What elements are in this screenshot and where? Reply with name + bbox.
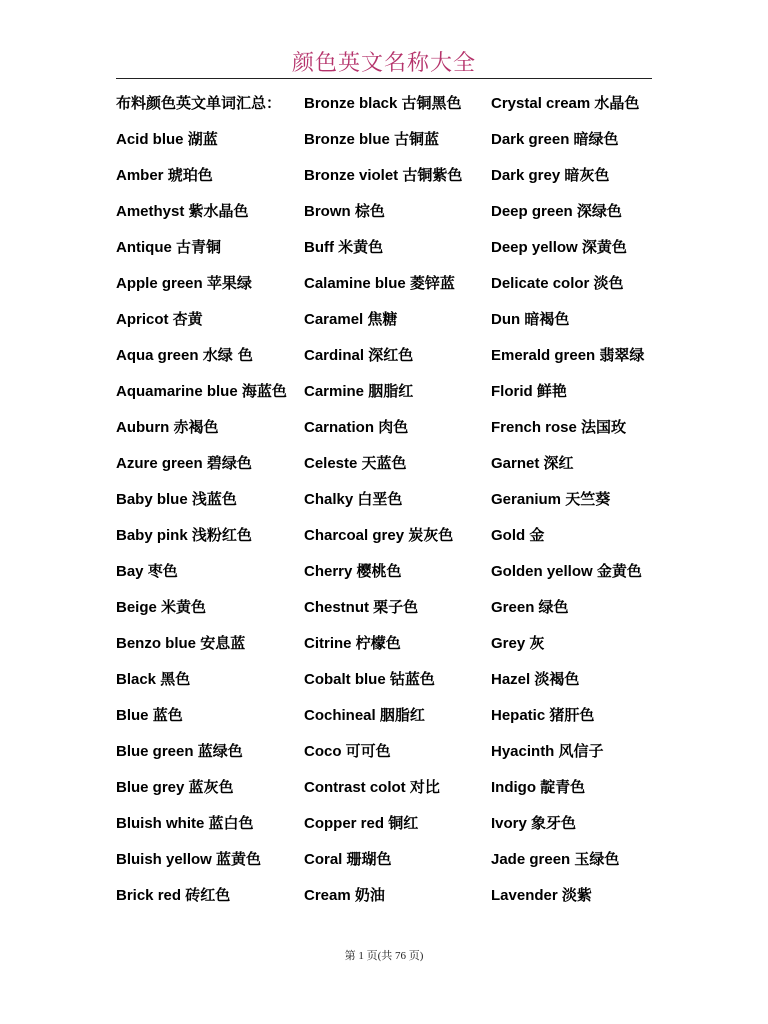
color-entry bbox=[491, 808, 671, 844]
color-english-name: Carmine bbox=[304, 383, 365, 400]
color-english-name: Aqua green bbox=[116, 347, 199, 364]
color-entry bbox=[491, 88, 671, 124]
color-entry bbox=[304, 304, 484, 340]
color-chinese-name: 古铜紫色 bbox=[402, 166, 463, 184]
color-chinese-name: 枣色 bbox=[147, 562, 178, 580]
color-entry bbox=[116, 808, 296, 844]
color-entry bbox=[304, 412, 484, 448]
color-entry bbox=[491, 664, 671, 700]
color-english-name: Dark grey bbox=[491, 167, 561, 184]
color-entry bbox=[304, 808, 484, 844]
color-entry bbox=[491, 160, 671, 196]
color-entry bbox=[491, 880, 671, 916]
color-english-name: Gold bbox=[491, 527, 526, 544]
color-chinese-name: 天竺葵 bbox=[565, 490, 611, 508]
color-english-name: Antique bbox=[116, 239, 172, 256]
color-english-name: Crystal cream bbox=[491, 95, 591, 112]
color-entry bbox=[491, 340, 671, 376]
color-english-name: Garnet bbox=[491, 455, 540, 472]
color-english-name: Acid blue bbox=[116, 131, 184, 148]
color-chinese-name: 樱桃色 bbox=[356, 562, 402, 580]
color-entry bbox=[116, 664, 296, 700]
color-english-name: Chalky bbox=[304, 491, 354, 508]
color-chinese-name: 苹果绿 bbox=[206, 274, 252, 292]
color-english-name: Blue green bbox=[116, 743, 194, 760]
color-column-2 bbox=[304, 88, 484, 916]
color-entry bbox=[304, 340, 484, 376]
color-chinese-name: 安息蓝 bbox=[200, 634, 246, 652]
color-entry bbox=[116, 484, 296, 520]
color-entry bbox=[491, 376, 671, 412]
color-english-name: Cherry bbox=[304, 563, 353, 580]
color-chinese-name: 湖蓝 bbox=[187, 130, 218, 148]
color-entry bbox=[116, 520, 296, 556]
color-english-name: Charcoal grey bbox=[304, 527, 405, 544]
color-chinese-name: 柠檬色 bbox=[355, 634, 401, 652]
color-entry bbox=[304, 880, 484, 916]
color-chinese-name: 黑色 bbox=[160, 670, 191, 688]
color-english-name: Lavender bbox=[491, 887, 558, 904]
color-english-name: Ivory bbox=[491, 815, 527, 832]
color-entry bbox=[491, 700, 671, 736]
color-entry bbox=[491, 628, 671, 664]
color-chinese-name: 金黄色 bbox=[596, 562, 642, 580]
color-english-name: Amethyst bbox=[116, 203, 185, 220]
color-entry bbox=[491, 268, 671, 304]
color-chinese-name: 棕色 bbox=[354, 202, 385, 220]
color-chinese-name: 绿色 bbox=[538, 598, 569, 616]
color-entry bbox=[491, 844, 671, 880]
color-entry bbox=[304, 592, 484, 628]
color-entry bbox=[304, 232, 484, 268]
color-english-name: Caramel bbox=[304, 311, 364, 328]
color-english-name: Cobalt blue bbox=[304, 671, 386, 688]
color-chinese-name: 铜红 bbox=[388, 814, 419, 832]
color-english-name: Delicate color bbox=[491, 275, 590, 292]
color-entry bbox=[116, 556, 296, 592]
color-entry bbox=[491, 304, 671, 340]
color-entry bbox=[304, 196, 484, 232]
color-chinese-name: 暗绿色 bbox=[573, 130, 619, 148]
color-english-name: Amber bbox=[116, 167, 164, 184]
color-entry bbox=[304, 160, 484, 196]
color-column-3 bbox=[491, 88, 671, 916]
color-english-name: Golden yellow bbox=[491, 563, 593, 580]
color-english-name: Baby blue bbox=[116, 491, 188, 508]
color-english-name: Green bbox=[491, 599, 535, 616]
color-english-name: Deep yellow bbox=[491, 239, 578, 256]
color-entry bbox=[116, 700, 296, 736]
color-entry bbox=[304, 124, 484, 160]
color-entry bbox=[116, 880, 296, 916]
color-chinese-name: 蓝灰色 bbox=[188, 778, 234, 796]
color-english-name: Auburn bbox=[116, 419, 170, 436]
color-entry bbox=[116, 88, 296, 124]
color-entry bbox=[491, 484, 671, 520]
color-english-name: Citrine bbox=[304, 635, 352, 652]
color-chinese-name: 米黄色 bbox=[161, 598, 207, 616]
color-english-name: Contrast colot bbox=[304, 779, 406, 796]
color-english-name: Cream bbox=[304, 887, 351, 904]
color-entry bbox=[491, 412, 671, 448]
color-entry bbox=[116, 268, 296, 304]
color-chinese-name: 暗褐色 bbox=[524, 310, 570, 328]
color-entry bbox=[116, 160, 296, 196]
color-entry bbox=[491, 124, 671, 160]
color-chinese-name: 风信子 bbox=[558, 742, 604, 760]
color-entry bbox=[116, 448, 296, 484]
color-english-name: Hazel bbox=[491, 671, 531, 688]
color-english-name: Aquamarine blue bbox=[116, 383, 238, 400]
color-chinese-name: 钴蓝色 bbox=[389, 670, 435, 688]
color-english-name: Bronze blue bbox=[304, 131, 390, 148]
color-chinese-name: 深红 bbox=[543, 454, 574, 472]
color-english-name: Grey bbox=[491, 635, 526, 652]
color-chinese-name: 蓝绿色 bbox=[197, 742, 243, 760]
color-english-name: Florid bbox=[491, 383, 533, 400]
color-entry bbox=[304, 520, 484, 556]
color-english-name: Blue bbox=[116, 707, 149, 724]
color-chinese-name: 胭脂红 bbox=[368, 382, 414, 400]
color-chinese-name: 靛青色 bbox=[540, 778, 586, 796]
color-chinese-name: 浅蓝色 bbox=[191, 490, 237, 508]
color-chinese-name: 焦糖 bbox=[367, 310, 398, 328]
color-entry bbox=[491, 196, 671, 232]
color-entry bbox=[116, 124, 296, 160]
color-chinese-name: 布料颜色英文单词汇总： bbox=[116, 94, 282, 112]
color-chinese-name: 象牙色 bbox=[531, 814, 577, 832]
color-chinese-name: 栗子色 bbox=[373, 598, 419, 616]
color-english-name: Cochineal bbox=[304, 707, 376, 724]
color-chinese-name: 金 bbox=[529, 526, 545, 544]
color-english-name: Brick red bbox=[116, 887, 182, 904]
color-entry bbox=[304, 628, 484, 664]
color-entry bbox=[116, 736, 296, 772]
color-chinese-name: 浅粉红色 bbox=[191, 526, 252, 544]
color-entry bbox=[491, 448, 671, 484]
color-chinese-name: 米黄色 bbox=[338, 238, 384, 256]
color-english-name: French rose bbox=[491, 419, 577, 436]
color-entry bbox=[491, 592, 671, 628]
color-chinese-name: 古铜黑色 bbox=[401, 94, 462, 112]
color-entry bbox=[304, 736, 484, 772]
color-entry bbox=[304, 556, 484, 592]
color-entry bbox=[491, 736, 671, 772]
color-entry bbox=[491, 232, 671, 268]
color-chinese-name: 赤褐色 bbox=[173, 418, 219, 436]
color-entry bbox=[116, 304, 296, 340]
color-chinese-name: 淡紫 bbox=[561, 886, 592, 904]
color-entry bbox=[304, 772, 484, 808]
color-entry bbox=[116, 412, 296, 448]
color-chinese-name: 深红色 bbox=[368, 346, 414, 364]
color-english-name: Coco bbox=[304, 743, 342, 760]
title-divider bbox=[116, 78, 652, 79]
color-chinese-name: 水绿 色 bbox=[202, 346, 253, 364]
color-chinese-name: 淡褐色 bbox=[534, 670, 580, 688]
color-chinese-name: 古铜蓝 bbox=[394, 130, 440, 148]
color-chinese-name: 可可色 bbox=[345, 742, 391, 760]
page-footer: 第 1 页(共 76 页) bbox=[344, 950, 424, 962]
color-chinese-name: 鲜艳 bbox=[536, 382, 567, 400]
color-entry bbox=[116, 232, 296, 268]
color-chinese-name: 蓝黄色 bbox=[216, 850, 262, 868]
color-english-name: Beige bbox=[116, 599, 157, 616]
color-english-name: Bronze violet bbox=[304, 167, 399, 184]
color-chinese-name: 法国玫 bbox=[581, 418, 627, 436]
color-chinese-name: 珊瑚色 bbox=[346, 850, 392, 868]
color-english-name: Hepatic bbox=[491, 707, 546, 724]
color-entry bbox=[116, 772, 296, 808]
color-entry bbox=[304, 664, 484, 700]
color-english-name: Deep green bbox=[491, 203, 573, 220]
color-english-name: Black bbox=[116, 671, 157, 688]
color-english-name: Bluish yellow bbox=[116, 851, 212, 868]
color-chinese-name: 胭脂红 bbox=[379, 706, 425, 724]
color-chinese-name: 深黄色 bbox=[581, 238, 627, 256]
color-entry bbox=[491, 520, 671, 556]
color-english-name: Dun bbox=[491, 311, 521, 328]
color-chinese-name: 蓝白色 bbox=[208, 814, 254, 832]
color-english-name: Bay bbox=[116, 563, 144, 580]
color-entry bbox=[116, 628, 296, 664]
color-chinese-name: 猪肝色 bbox=[549, 706, 595, 724]
color-chinese-name: 杏黄 bbox=[172, 310, 203, 328]
color-english-name: Calamine blue bbox=[304, 275, 406, 292]
color-english-name: Indigo bbox=[491, 779, 536, 796]
color-chinese-name: 灰 bbox=[529, 634, 545, 652]
color-entry bbox=[116, 844, 296, 880]
color-entry bbox=[116, 196, 296, 232]
color-english-name: Benzo blue bbox=[116, 635, 197, 652]
color-english-name: Bronze black bbox=[304, 95, 398, 112]
color-entry bbox=[304, 448, 484, 484]
color-entry bbox=[304, 376, 484, 412]
color-entry bbox=[491, 772, 671, 808]
page-title: 颜色英文名称大全 bbox=[291, 51, 476, 76]
color-entry bbox=[116, 592, 296, 628]
color-chinese-name: 淡色 bbox=[593, 274, 624, 292]
color-chinese-name: 琥珀色 bbox=[167, 166, 213, 184]
color-chinese-name: 古青铜 bbox=[176, 238, 222, 256]
color-english-name: Brown bbox=[304, 203, 351, 220]
color-chinese-name: 深绿色 bbox=[576, 202, 622, 220]
color-english-name: Dark green bbox=[491, 131, 570, 148]
color-english-name: Geranium bbox=[491, 491, 562, 508]
color-english-name: Apricot bbox=[116, 311, 169, 328]
color-chinese-name: 菱锌蓝 bbox=[409, 274, 455, 292]
color-column-1 bbox=[116, 88, 296, 916]
color-entry bbox=[304, 88, 484, 124]
color-chinese-name: 玉绿色 bbox=[574, 850, 620, 868]
color-chinese-name: 紫水晶色 bbox=[188, 202, 249, 220]
color-chinese-name: 暗灰色 bbox=[564, 166, 610, 184]
color-english-name: Carnation bbox=[304, 419, 375, 436]
color-english-name: Apple green bbox=[116, 275, 203, 292]
color-english-name: Emerald green bbox=[491, 347, 596, 364]
color-english-name: Jade green bbox=[491, 851, 571, 868]
color-english-name: Bluish white bbox=[116, 815, 205, 832]
color-english-name: Azure green bbox=[116, 455, 203, 472]
color-entry bbox=[304, 700, 484, 736]
color-chinese-name: 肉色 bbox=[378, 418, 409, 436]
color-entry bbox=[304, 844, 484, 880]
color-chinese-name: 翡翠绿 bbox=[599, 346, 645, 364]
color-english-name: Coral bbox=[304, 851, 343, 868]
color-english-name: Cardinal bbox=[304, 347, 365, 364]
color-chinese-name: 炭灰色 bbox=[408, 526, 454, 544]
color-english-name: Celeste bbox=[304, 455, 358, 472]
color-english-name: Hyacinth bbox=[491, 743, 555, 760]
color-chinese-name: 天蓝色 bbox=[361, 454, 407, 472]
color-chinese-name: 砖红色 bbox=[185, 886, 231, 904]
color-chinese-name: 蓝色 bbox=[152, 706, 183, 724]
color-english-name: Baby pink bbox=[116, 527, 188, 544]
color-chinese-name: 白垩色 bbox=[357, 490, 403, 508]
color-chinese-name: 对比 bbox=[409, 778, 440, 796]
color-english-name: Buff bbox=[304, 239, 334, 256]
color-entry bbox=[491, 556, 671, 592]
color-english-name: Copper red bbox=[304, 815, 385, 832]
color-english-name: Chestnut bbox=[304, 599, 369, 616]
color-chinese-name: 海蓝色 bbox=[241, 382, 287, 400]
color-chinese-name: 碧绿色 bbox=[206, 454, 252, 472]
color-entry bbox=[116, 340, 296, 376]
color-chinese-name: 奶油 bbox=[354, 886, 385, 904]
color-english-name: Blue grey bbox=[116, 779, 185, 796]
color-entry bbox=[304, 484, 484, 520]
color-chinese-name: 水晶色 bbox=[594, 94, 640, 112]
color-entry bbox=[304, 268, 484, 304]
color-entry bbox=[116, 376, 296, 412]
